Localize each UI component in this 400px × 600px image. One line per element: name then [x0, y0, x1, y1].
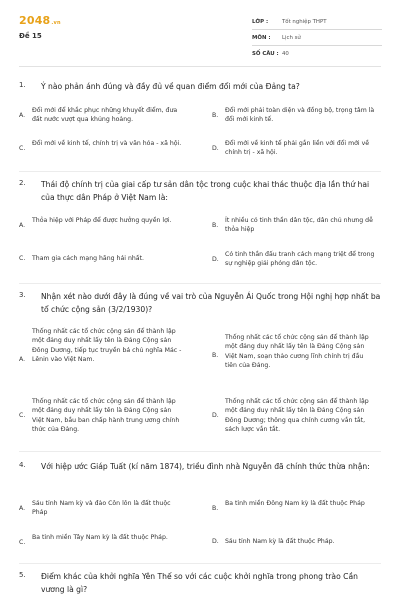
exam-number: Đề 15 [19, 32, 42, 40]
header-divider [19, 66, 381, 67]
option-label: B. [212, 222, 219, 229]
option-label: A. [19, 505, 26, 512]
option-label: A. [19, 222, 26, 229]
option-text: Có tinh thần đấu tranh cách mạng triệt để trong sự nghiệp giải phóng dân tộc. [225, 251, 375, 268]
question-text: Ý nào phản ánh đúng và đầy đủ về quan điểm đổi mới của Đảng ta? [41, 82, 300, 91]
option-label: A. [19, 356, 26, 363]
meta-value: 40 [282, 50, 289, 57]
question-number: 2. [19, 179, 26, 187]
option-text: Thống nhất các tổ chức cộng sản để thành lập một đảng duy nhất lấy tên là Đảng Cộng sản Đông Dương, tiếp tục truyền bá chủ nghĩa Mác - Lênin vào Việt Nam. [32, 328, 182, 364]
option-text: Sáu tỉnh Nam kỳ là đất thuộc Pháp. [225, 538, 335, 545]
question-divider [19, 171, 381, 172]
option-label: C. [19, 539, 26, 546]
meta-value: Lịch sử [282, 34, 301, 41]
question-text: Với hiệp ước Giáp Tuất (kí năm 1874), triều đình nhà Nguyễn đã chính thức thừa nhận: [41, 462, 370, 471]
option-text: Đổi mới để khắc phục những khuyết điểm, đưa đất nước vượt qua khủng hoảng. [32, 107, 178, 124]
option-label: D. [212, 256, 219, 263]
question-text: Điểm khác của khởi nghĩa Yên Thế so với các cuộc khởi nghĩa trong phong trào Cần vương là gì? [41, 572, 358, 594]
option-text: Đổi mới phải toàn diện và đồng bộ, trọng tâm là đổi mới kinh tế. [225, 107, 375, 124]
option-label: B. [212, 505, 219, 512]
question-3 [19, 291, 381, 451]
question-text: Nhận xét nào dưới đây là đúng về vai trò của Nguyễn Ái Quốc trong Hội nghị hợp nhất ba tổ chức cộng sản (3/2/1930)? [41, 292, 381, 314]
option-text: Ít nhiều có tinh thần dân tộc, dân chủ nhưng dễ thỏa hiệp [225, 217, 373, 234]
option-text: Thống nhất các tổ chức cộng sản để thành lập một đảng duy nhất lấy tên là Đảng Cộng sản Việt Nam, soạn thảo cương lĩnh chính trị đầu tiên của Đảng. [225, 334, 369, 370]
question-text: Thái độ chính trị của giai cấp tư sản dân tộc trong cuộc khai thác thuộc địa lần thứ hai của thực dân Pháp ở Việt Nam là: [41, 180, 370, 202]
meta-key: LỚP : [252, 18, 269, 25]
logo-text: 2048 [19, 14, 51, 27]
question-number: 4. [19, 461, 26, 469]
exam-meta [252, 14, 382, 61]
option-text: Thống nhất các tổ chức cộng sản để thành lập một đảng duy nhất lấy tên là Đảng Cộng sản Đông Dương; thông qua chính cương vắn tắt, sách lược vắn tắt. [225, 398, 369, 434]
option-text: Ba tỉnh miền Đông Nam kỳ là đất thuộc Pháp [225, 500, 365, 507]
question-divider [19, 283, 381, 284]
option-text: Thống nhất các tổ chức cộng sản để thành lập một đảng duy nhất lấy tên là Đảng Cộng sản Việt Nam, bầu ban chấp hành trung ương chính thức của Đảng. [32, 398, 180, 434]
question-divider [19, 451, 381, 452]
option-text: Thỏa hiệp với Pháp để được hưởng quyền lợi. [32, 217, 172, 224]
meta-row-subject [252, 30, 382, 45]
logo-suffix: .vn [51, 20, 61, 26]
option-text: Ba tỉnh miền Tây Nam kỳ là đất thuộc Pháp. [32, 534, 168, 541]
question-number: 1. [19, 81, 26, 89]
meta-key: SỐ CÂU : [252, 50, 279, 57]
meta-row-class [252, 14, 382, 29]
option-label: B. [212, 352, 219, 359]
question-5 [19, 571, 381, 600]
option-label: C. [19, 255, 26, 262]
option-label: A. [19, 112, 26, 119]
option-text: Đổi mới về kinh tế phải gắn liền với đổi mới về chính trị - xã hội. [225, 140, 370, 157]
option-label: D. [212, 412, 219, 419]
option-text: Đổi mới về kinh tế, chính trị và văn hóa - xã hội. [32, 140, 182, 147]
option-label: B. [212, 112, 219, 119]
site-logo[interactable] [19, 14, 61, 27]
question-number: 5. [19, 571, 26, 579]
option-label: D. [212, 538, 219, 545]
meta-key: MÔN : [252, 34, 271, 41]
option-label: C. [19, 412, 26, 419]
exam-header [0, 0, 400, 64]
question-2 [19, 179, 381, 279]
option-label: D. [212, 145, 219, 152]
option-label: C. [19, 145, 26, 152]
option-text: Sáu tỉnh Nam kỳ và đảo Côn lôn là đất thuộc Pháp [32, 500, 171, 517]
question-number: 3. [19, 291, 26, 299]
question-1 [19, 81, 381, 165]
question-divider [19, 563, 381, 564]
option-text: Tham gia cách mạng hăng hái nhất. [32, 255, 144, 262]
meta-row-count [252, 46, 382, 61]
question-4 [19, 461, 381, 561]
meta-value: Tốt nghiệp THPT [282, 18, 327, 25]
